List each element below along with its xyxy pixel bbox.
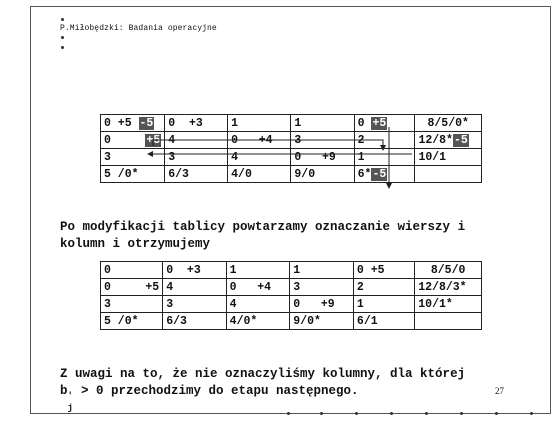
cell-text: 4 bbox=[229, 297, 237, 311]
highlighted-value: -5 bbox=[372, 167, 387, 181]
cell-text: 1 bbox=[231, 116, 239, 130]
highlighted-value: -5 bbox=[139, 116, 154, 130]
cell-text: 5 /0* bbox=[104, 314, 139, 328]
cell-text: 0 +4 bbox=[231, 133, 273, 147]
bullet-dot bbox=[390, 412, 393, 415]
text-line: kolumn i otrzymujemy bbox=[60, 237, 211, 251]
text-rest: > 0 przechodzimy do etapu następnego. bbox=[73, 384, 359, 398]
table-cell bbox=[163, 313, 226, 330]
bullet-dot bbox=[355, 412, 358, 415]
table-cell bbox=[415, 296, 482, 313]
cell-text: 4 bbox=[168, 133, 176, 147]
cell-text: 0 +5 bbox=[104, 280, 160, 294]
cell-text: 4 bbox=[166, 280, 174, 294]
cell-text: 3 bbox=[166, 297, 174, 311]
table-cell bbox=[101, 262, 163, 279]
highlighted-value: +5 bbox=[146, 133, 161, 147]
cell-text: 3 bbox=[168, 150, 176, 164]
text-line: Z uwagi na to, że nie oznaczyliśmy kolumny, dla której bbox=[60, 367, 466, 381]
bullet-dot bbox=[530, 412, 533, 415]
cell-text: 0 bbox=[104, 263, 111, 277]
table-cell bbox=[101, 296, 163, 313]
cell-text: 2 bbox=[356, 280, 364, 294]
table-cell bbox=[353, 279, 414, 296]
table-cell bbox=[101, 279, 163, 296]
table-cell bbox=[415, 262, 482, 279]
cell-text: 2 bbox=[357, 133, 365, 147]
bullet-dot bbox=[460, 412, 463, 415]
cell-text: 12/8/3* bbox=[418, 280, 467, 294]
page-number: 27 bbox=[495, 386, 504, 396]
table-cell bbox=[163, 279, 226, 296]
cell-text: 6* bbox=[357, 167, 372, 181]
table-cell bbox=[226, 262, 290, 279]
cell-text: 0 +3 bbox=[166, 263, 201, 277]
table-cell bbox=[353, 262, 414, 279]
paragraph-2 bbox=[60, 366, 466, 413]
cell-text: 1 bbox=[229, 263, 237, 277]
table-row bbox=[101, 279, 482, 296]
cell-text: 8/5/0 bbox=[430, 263, 466, 277]
table-row bbox=[101, 313, 482, 330]
cell-text: 3 bbox=[294, 133, 302, 147]
text-line bbox=[60, 383, 465, 413]
arrow-line bbox=[153, 140, 383, 150]
cell-text: 6/1 bbox=[356, 314, 378, 328]
table-cell bbox=[226, 279, 290, 296]
cell-text: 9/0* bbox=[293, 314, 321, 328]
bullet-dot bbox=[495, 412, 498, 415]
cell-text: 0 +9 bbox=[294, 150, 336, 164]
table-cell bbox=[290, 313, 354, 330]
table-cell bbox=[415, 279, 482, 296]
cell-text: 4/0* bbox=[229, 314, 258, 328]
cell-text: 1 bbox=[294, 116, 302, 130]
cell-text: 0 +4 bbox=[229, 280, 272, 294]
symbol-subscript-j: j bbox=[67, 403, 73, 413]
cell-text: 3 bbox=[104, 297, 111, 311]
cell-text: 6/3 bbox=[168, 167, 189, 181]
symbol-prime: ' bbox=[67, 391, 73, 401]
cell-text: 0 bbox=[104, 133, 146, 147]
table-cell bbox=[290, 279, 354, 296]
cell-text: 5 /0* bbox=[104, 167, 139, 181]
cell-text: 10/1 bbox=[418, 150, 447, 164]
cell-text: 4 bbox=[231, 150, 239, 164]
table-cell bbox=[101, 313, 163, 330]
cell-text: 3 bbox=[293, 280, 301, 294]
table-cell bbox=[415, 313, 482, 330]
table-row bbox=[101, 296, 482, 313]
cell-text: 0 bbox=[357, 116, 372, 130]
cell-text: 0 +3 bbox=[168, 116, 203, 130]
symbol-b: b bbox=[60, 384, 68, 398]
table-cell bbox=[353, 296, 414, 313]
cell-text: 3 bbox=[104, 150, 111, 164]
cell-text: 8/5/0* bbox=[427, 116, 469, 130]
table-row bbox=[101, 262, 482, 279]
cell-text: 6/3 bbox=[166, 314, 187, 328]
cell-text: 9/0 bbox=[294, 167, 316, 181]
cell-text: 0 +5 bbox=[104, 116, 139, 130]
cell-text: 10/1* bbox=[418, 297, 453, 311]
cell-text: 1 bbox=[357, 150, 365, 164]
page-header: P.Miłobędzki: Badania operacyjne bbox=[60, 24, 217, 33]
table-cell bbox=[163, 262, 226, 279]
transport-table-2 bbox=[100, 261, 482, 330]
bullet-dot bbox=[425, 412, 428, 415]
cell-text: 0 +9 bbox=[293, 297, 335, 311]
cell-text: 1 bbox=[356, 297, 364, 311]
table-cell bbox=[353, 313, 414, 330]
table-cell bbox=[163, 296, 226, 313]
paragraph-1 bbox=[60, 219, 465, 253]
table-cell bbox=[290, 262, 354, 279]
text-line: Po modyfikacji tablicy powtarzamy oznaczanie wierszy i bbox=[60, 220, 466, 234]
cell-text: 0 +5 bbox=[356, 263, 385, 277]
bullet-dot bbox=[287, 412, 290, 415]
cell-text: 1 bbox=[293, 263, 301, 277]
highlighted-value: -5 bbox=[453, 133, 468, 147]
bullet-dot bbox=[320, 412, 323, 415]
table-cell bbox=[290, 296, 354, 313]
highlighted-value: +5 bbox=[372, 116, 387, 130]
table-cell bbox=[226, 313, 290, 330]
table-cell bbox=[226, 296, 290, 313]
cell-text: 12/8* bbox=[418, 133, 453, 147]
cell-text: 4/0 bbox=[231, 167, 252, 181]
